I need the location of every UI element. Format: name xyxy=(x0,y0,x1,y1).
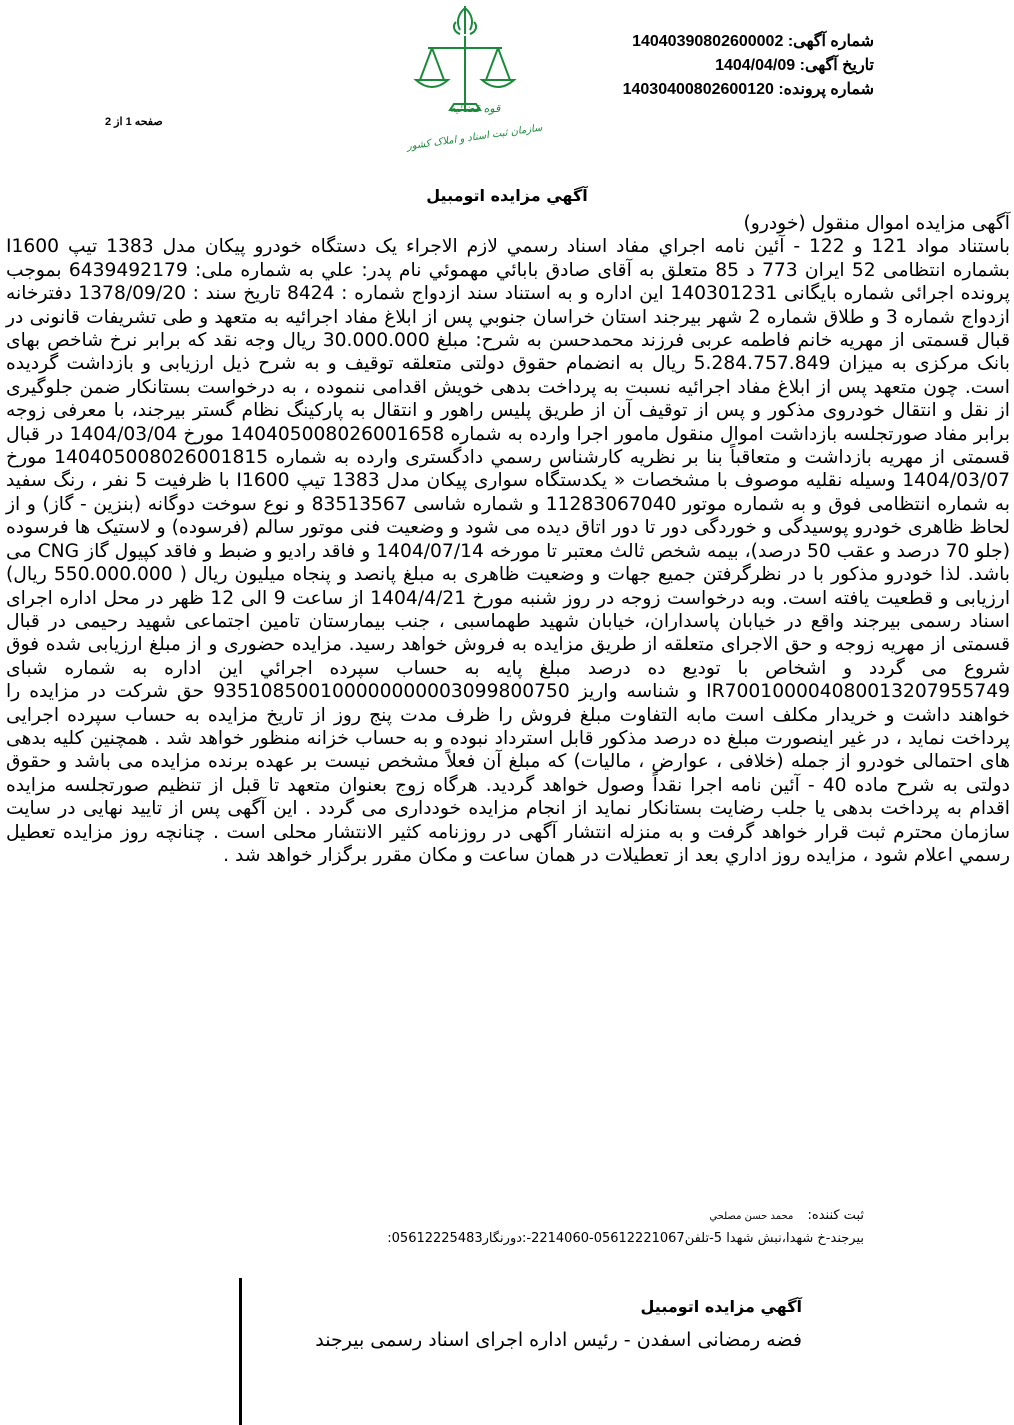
registrar-name: محمد حسن مصلحي xyxy=(709,1211,794,1222)
vertical-divider xyxy=(239,1278,242,1425)
notice-body xyxy=(6,212,1010,867)
notice-title: آگهي مزايده اتومبيل xyxy=(426,186,588,205)
contact-line: بیرجند-خ شهدا،نبش شهدا 5-تلفن05612221067-2214060-:دورنگار05612225483: xyxy=(387,1231,864,1246)
ad-number-label: شماره آگهی: xyxy=(787,33,874,50)
footer-signatory: فضه رمضانی اسفدن - رئیس اداره اجرای اسناد رسمی بیرجند xyxy=(315,1329,802,1351)
file-number-value: 14030400802600120 xyxy=(622,81,774,98)
registrar-label: ثبت کننده: xyxy=(807,1208,864,1223)
ad-meta-block xyxy=(623,30,874,102)
ad-date-label: تاریخ آگهی: xyxy=(799,57,874,74)
notice-body-text: باستناد مواد 121 و 122 - آئین نامه اجراي مفاد اسناد رسمي لازم الاجراء یک دستگاه خودرو پیکان مدل 1383 تیپ I1600 بشماره انتظامی 52 ایران 773 د 85 متعلق به آقای صادق بابائي مهموئي نام پدر: علي به شماره ملی: 6439492179 بموجب پرونده اجرائی شماره بایگانی 140301231 این اداره و به استناد سند ازدواج شماره : 8424 تاریخ سند : 1378/09/20 دفترخانه ازدواج شماره 3 و طلاق شماره 2 شهر بیرجند استان خراسان جنوبي پس از ابلاغ مفاد اجرائیه به متعهد و طی تشریفات قانونی در قبال قسمتی از مهریه خانم فاطمه عربی فرزند محمدحسن به شرح: مبلغ 30.000.000 ریال وجه نقد که برابر نرخ شاخص بهای بانک مرکزی به میزان 5.284.757.849 ریال به انضمام حقوق دولتی متعلقه توقیف و به شرح ذیل ارزیابی و بازداشت گردیده است. چون متعهد پس از ابلاغ مفاد اجرائیه نسبت به پرداخت بدهی خویش اقدامی ننموده ، به درخواست بستانکار ضمن جلوگیری از نقل و انتقال خودروی مذکور و پس از توقیف آن از طریق پلیس راهور و انتقال به پارکینگ نظام گستر بیرجند، با معرفی زوجه برابر مفاد صورتجلسه بازداشت اموال منقول مامور اجرا وارده به شماره 140405008026001658 مورخ 1404/03/04 در قبال قسمتی از مهریه بازداشت و متعاقباً بنا بر نظریه کارشناس رسمي دادگستری وارده به شماره 140405008026001815 مورخ 1404/03/07 وسیله نقلیه موصوف با مشخصات « یکدستگاه سواری پیکان مدل 1383 تیپ I1600 با ظرفیت 5 نفر ، رنگ سفید به شماره انتظامی فوق و به شماره موتور 11283067040 و شماره شاسی 83513567 و نوع سوخت دوگانه (بنزین - گاز) و از لحاظ ظاهری خودرو پوسیدگی و خوردگی دور تا دور اتاق دیده می شود و وضعیت فنی موتور سالم (فرسوده) و لاستیک ها فرسوده (جلو 70 درصد و عقب 50 درصد)، بیمه شخص ثالث معتبر تا مورخه 1404/07/14 و فاقد رادیو و ضبط و فاقد کپیول گاز CNG می باشد. لذا خودرو مذکور با در نظرگرفتن جمیع جهات و وضعیت ظاهری به مبلغ پانصد و پنجاه میلیون ریال ( 550.000.000 ریال) ارزیابی و قطعیت یافته است. وبه درخواست زوجه در روز شنبه مورخ 1404/4/21 از ساعت 9 الی 12 ظهر در محل اداره اجرای اسناد رسمی بیرجند واقع در خیابان پاسداران، خیابان شهید طهماسبی ، جنب بیمارستان تامین اجتماعی شهید رحیمی در قبال قسمتی از مهریه زوجه و حق الاجرای متعلقه از طریق مزایده به فروش خواهد رسید. مزایده حضوری و از مبلغ ارزیابی شده فوق شروع می گردد و اشخاص با تودیع ده درصد مبلغ پایه به حساب سپرده اجرائي این اداره به شماره شبای IR700100004080013207955749 و شناسه واریز 935108500100000000003099800750 حق شرکت در مزایده را خواهند داشت و خریدار مکلف است مابه التفاوت مبلغ فروش را ظرف مدت پنج روز از تاریخ مزایده به حساب سپرده اجرایی پرداخت نماید ، در غیر اینصورت مبلغ ده درصد مذکور قابل استرداد نبوده و به حساب خزانه منظور خواهد شد . همچنین کلیه بدهی های احتمالی خودرو از جمله (خلافی ، عوارض ، مالیات) که مبلغ آن فعلاً مشخص نیست بر عهده برنده مزایده می باشد و حقوق دولتی به شرح ماده 40 - آئین نامه اجرا نقداً وصول خواهد گردید. هرگاه زوج بعنوان متعهد تا قبل از تنظیم صورتجلسه مزایده اقدام به پرداخت بدهی یا جلب رضایت بستانکار نماید از انجام مزایده خودداری می گردد . این آگهی پس از تایید نهایی در سایت سازمان محترم ثبت قرار خواهد گرفت و به منزله انتشار آگهی در روزنامه کثیر الانتشار محلی است . چنانچه روز مزایده تعطیل رسمي اعلام شود ، مزایده روز اداري بعد از تعطیلات در همان ساعت و مکان مقرر برگزار خواهد شد . xyxy=(6,236,1011,866)
judiciary-emblem-logo xyxy=(380,0,550,160)
emblem-text-top: قوه قضائیه xyxy=(449,102,501,115)
page-indicator: صفحه 1 از 2 xyxy=(105,116,163,128)
emblem-text-bottom: سازمان ثبت اسناد و املاک کشور xyxy=(406,122,544,153)
registrar-line xyxy=(709,1208,864,1223)
scales-of-justice-icon xyxy=(380,0,550,160)
ad-number-row xyxy=(623,30,874,54)
file-number-label: شماره پرونده: xyxy=(778,81,874,98)
file-number-row xyxy=(623,78,874,102)
ad-date-value: 1404/04/09 xyxy=(715,57,796,74)
footer-title: آگهي مزايده اتومبيل xyxy=(640,1297,802,1316)
notice-subtitle: آگهی مزایده اموال منقول (خودرو) xyxy=(743,213,1010,234)
ad-date-row xyxy=(623,54,874,78)
ad-number-value: 14040390802600002 xyxy=(632,33,784,50)
